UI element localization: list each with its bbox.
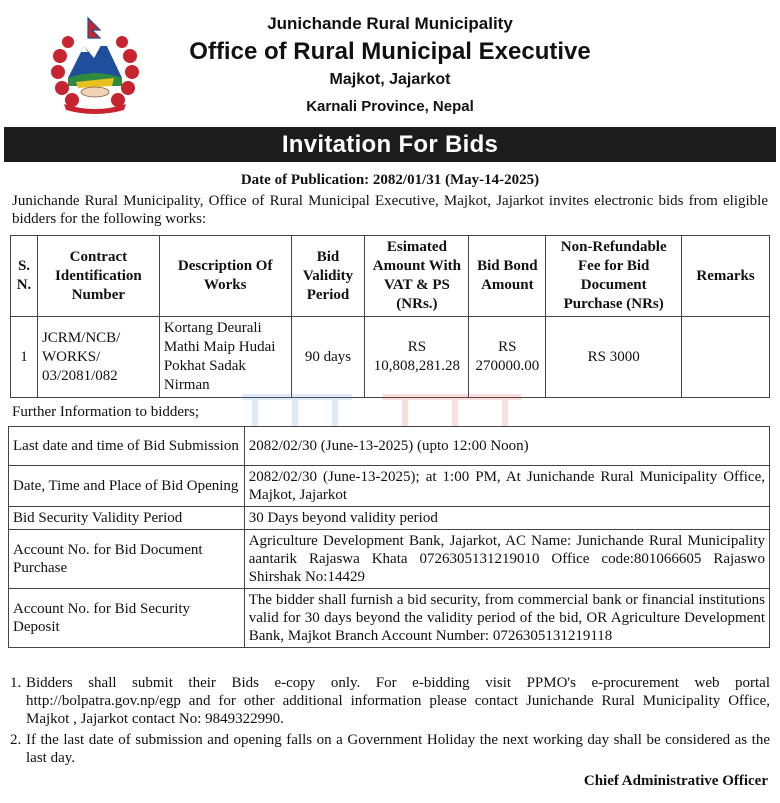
office-location: Majkot, Jajarkot (329, 71, 451, 88)
info-label: Bid Security Validity Period (9, 507, 245, 530)
municipality-name: Junichande Rural Municipality (267, 14, 513, 33)
cell-description: Kortang Deurali Mathi Maip Hudai Pokhat Sadak Nirman (159, 317, 291, 398)
cell-fee: RS 3000 (546, 317, 682, 398)
list-item (10, 674, 770, 728)
header-validity: Bid Validity Period (291, 236, 365, 317)
info-label: Date, Time and Place of Bid Opening (9, 466, 245, 507)
table-header-row (11, 236, 770, 317)
header-fee: Non-Refundable Fee for Bid Document Purchase (NRs) (546, 236, 682, 317)
notes-list (10, 674, 770, 767)
note-number: 2. (10, 732, 22, 748)
info-value: The bidder shall furnish a bid security, from commercial bank or financial institutions valid for 30 days beyond the validity period of the bid, OR Agriculture Development Bank, Majkot Branch Account Number: 0726305131219118 (244, 589, 769, 648)
table-row (9, 466, 770, 507)
note-text: If the last date of submission and opening falls on a Government Holiday the next working day shall be considered as the last day. (26, 732, 770, 766)
cell-estimated-amount: RS 10,808,281.28 (365, 317, 469, 398)
table-row (9, 530, 770, 589)
header-description: Description Of Works (159, 236, 291, 317)
cell-bid-bond: RS 270000.00 (469, 317, 546, 398)
further-info-label: Further Information to bidders; (12, 404, 200, 420)
header-estimated-amount: Esimated Amount With VAT & PS (NRs.) (365, 236, 469, 317)
header-contract-id: Contract Identification Number (37, 236, 159, 317)
info-value: 2082/02/30 (June-13-2025) (upto 12:00 Noon) (244, 427, 769, 466)
cell-sn: 1 (11, 317, 38, 398)
cell-validity: 90 days (291, 317, 365, 398)
watermark-logo (232, 386, 532, 430)
table-row (9, 427, 770, 466)
office-name: Office of Rural Municipal Executive (189, 38, 591, 65)
note-text: Bidders shall submit their Bids e-copy only. For e-bidding visit PPMO's e-procurement web portal http://bolpatra.gov.np/egp and for other additional information please contact Junichande Rural Municipality Office, Majkot , Jajarkot contact No: 9849322990. (26, 675, 770, 727)
info-value: Agriculture Development Bank, Jajarkot, AC Name: Junichande Rural Municipality aantarik Rajaswa Khata 0726305131219010 Office code:801066605 Rajaswo Shirshak No:14429 (244, 530, 769, 589)
note-number: 1. (10, 675, 22, 691)
info-value: 30 Days beyond validity period (244, 507, 769, 530)
cell-remarks (682, 317, 770, 398)
cell-contract-id: JCRM/NCB/ WORKS/ 03/2081/082 (37, 317, 159, 398)
province-name: Karnali Province, Nepal (306, 98, 474, 115)
letterhead (0, 0, 780, 126)
bids-table (10, 235, 770, 398)
publication-date: Date of Publication: 2082/01/31 (May-14-2025) (240, 172, 540, 188)
info-value: 2082/02/30 (June-13-2025); at 1:00 PM, At Junichande Rural Municipality Office, Majkot, Jajarkot (244, 466, 769, 507)
header-bid-bond: Bid Bond Amount (469, 236, 546, 317)
list-item (10, 731, 770, 767)
notice-title-banner: Invitation For Bids (4, 127, 776, 162)
intro-paragraph: Junichande Rural Municipality, Office of Rural Municipal Executive, Majkot, Jajarkot invites electronic bids from eligible bidders for the following works: (12, 193, 768, 227)
table-row (9, 507, 770, 530)
further-info-table (8, 426, 770, 648)
signatory-title: Chief Administrative Officer (583, 773, 768, 789)
header-remarks: Remarks (682, 236, 770, 317)
header-sn: S. N. (11, 236, 38, 317)
table-row (9, 589, 770, 648)
info-label: Last date and time of Bid Submission (9, 427, 245, 466)
info-label: Account No. for Bid Document Purchase (9, 530, 245, 589)
info-label: Account No. for Bid Security Deposit (9, 589, 245, 648)
